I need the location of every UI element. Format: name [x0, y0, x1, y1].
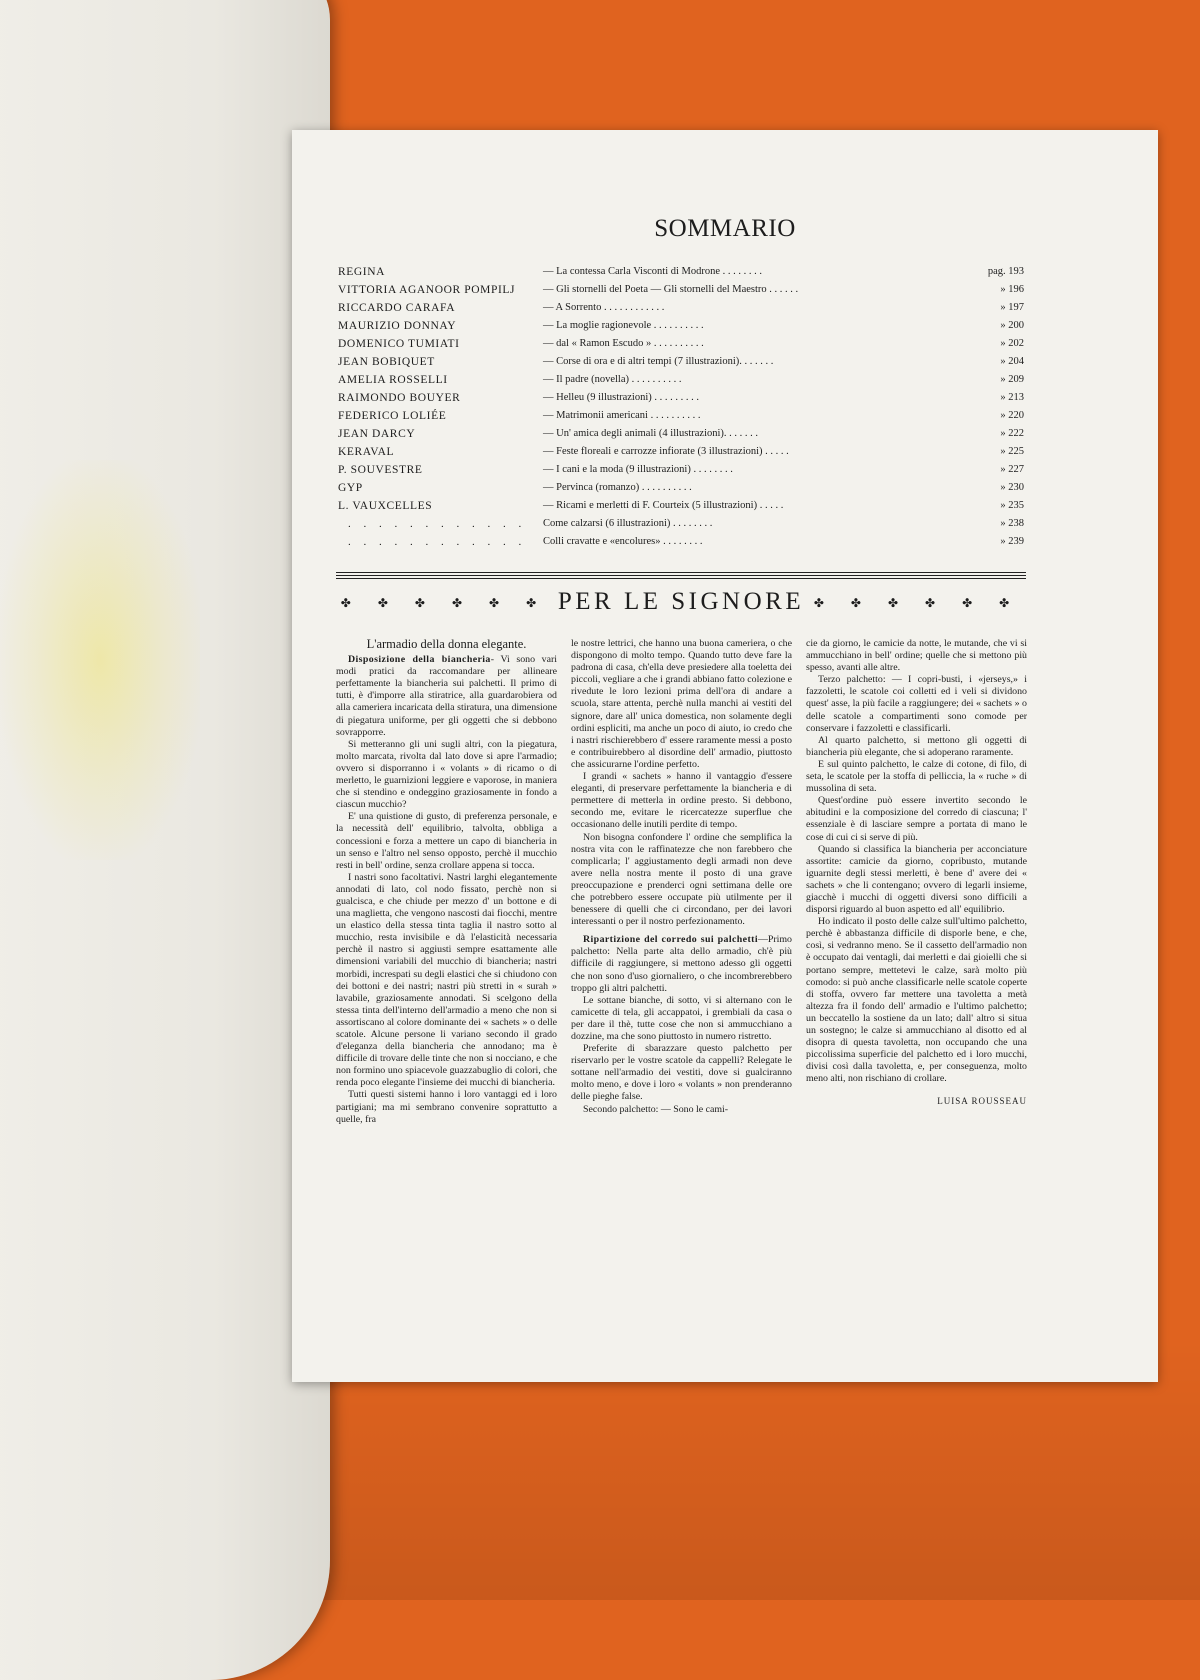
- toc-author: REGINA: [338, 266, 386, 278]
- paragraph: E' una quistione di gusto, di preferenza personale, e la necessità dell' equilibrio, talvolta, obbliga a concessioni e forza a mettere un capo di biancheria in un senso e l'altro nel senso opposto, perchè il mucchio resti in bell' ordine, senza crollare appena si tocca.: [336, 811, 557, 871]
- toc-page: pag. 193: [987, 266, 1024, 277]
- toc-entry: [338, 515, 1024, 533]
- section-header: [336, 588, 1026, 628]
- toc-entry: [338, 407, 1024, 425]
- toc-author: DOMENICO TUMIATI: [338, 338, 460, 350]
- toc-entry: [338, 533, 1024, 551]
- toc-author: . . . . . . . . . . . .: [348, 518, 527, 530]
- toc-title: — A Sorrento . . . . . . . . . . . .: [543, 302, 665, 313]
- ornament-left: ✤ ✤ ✤ ✤ ✤ ✤: [340, 595, 549, 610]
- paragraph: —Primo palchetto: Nella parte alta dello armadio, ch'è più difficile di raggiungere, si mettono adesso gli oggetti che non sono d'uso giornaliero, o che incombrerebbero troppo gli altri palchetti.: [571, 934, 792, 994]
- paragraph: Quest'ordine può essere invertito secondo le abitudini e la composizione del corredo di ciascuna; l' essenziale è di lasciare sempre a portata di mano le cose di cui ci si serve di più.: [806, 795, 1027, 843]
- column-1: [336, 638, 557, 1126]
- toc-entry: [338, 353, 1024, 371]
- toc-title: — Helleu (9 illustrazioni) . . . . . . . . .: [543, 392, 700, 403]
- toc-author: RICCARDO CARAFA: [338, 302, 456, 314]
- section-title: PER LE SIGNORE: [557, 588, 805, 615]
- toc-entry: [338, 317, 1024, 335]
- paragraph: Terzo palchetto: — I copri-busti, i «jerseys,» i fazzoletti, le scatole coi colletti ed i veli si dividono quest' asse, la più facile a raggiungere; dei « sachets » o delle scatole a compartimenti sono comode per conservare i fazzoletti e classificarli.: [806, 674, 1027, 734]
- toc-author: RAIMONDO BOUYER: [338, 392, 461, 404]
- ornament-right: ✤ ✤ ✤ ✤ ✤ ✤: [813, 595, 1022, 610]
- paragraph: - Vi sono vari modi pratici da raccomandare per allineare perfettamente la biancheria sui palchetti. Il primo di tutti, è d'imporre alla stiratrice, alla guardarobiera od alla cameriera incaricata della stiratura, una dimensione di piegatura uniforme, per gli oggetti che si debbono sovrapporre.: [336, 654, 557, 738]
- toc-entry: [338, 371, 1024, 389]
- toc-page: » 238: [1000, 518, 1024, 529]
- toc-page: » 227: [1000, 464, 1024, 475]
- toc-author: . . . . . . . . . . . .: [348, 536, 527, 548]
- paragraph: Tutti questi sistemi hanno i loro vantaggi ed i loro partigiani; ma mi sembrano convenire soprattutto a quelle, fra: [336, 1089, 557, 1125]
- toc-entry: [338, 389, 1024, 407]
- table-of-contents: [338, 263, 1024, 551]
- toc-title: — Feste floreali e carrozze infiorate (3 illustrazioni) . . . . .: [543, 446, 789, 457]
- double-rule: [336, 572, 1026, 581]
- toc-page: » 209: [1000, 374, 1024, 385]
- toc-author: KERAVAL: [338, 446, 395, 458]
- paragraph: le nostre lettrici, che hanno una buona cameriera, o che dispongono di molto tempo. Quando tutto deve fare la padrona di casa, ch'ella deve presiedere alla toeletta dei piccoli, vegliare a che i grandi abbiano fatto colezione e rivedute le loro lezioni prima dell'ora di andare a scuola, stare attenta, perchè nulla manchi ai vestiti del signore, dare all' unica domestica, non solamente degli ordini espliciti, ma anche un poco di aiuto, io credo che i nastri rischierebbero d' essere raramente messi a posto e contribuirebbero al disordine dell' armadio, piuttosto che assicurarne l'ordine perfetto.: [571, 638, 792, 770]
- toc-entry: [338, 479, 1024, 497]
- toc-title: Come calzarsi (6 illustrazioni) . . . . . . . .: [543, 518, 713, 529]
- subheading: Disposizione della biancheria: [348, 654, 491, 666]
- article-title: L'armadio della donna elegante.: [366, 637, 527, 651]
- toc-author: FEDERICO LOLIÉE: [338, 410, 447, 422]
- toc-entry: [338, 461, 1024, 479]
- toc-author: L. VAUXCELLES: [338, 500, 433, 512]
- paragraph: E sul quinto palchetto, le calze di cotone, di filo, di seta, le scatole per la stoffa di pelliccia, la « ruche » di mussolina di seta.: [806, 758, 1027, 795]
- paragraph: Si metteranno gli uni sugli altri, con la piegatura, molto marcata, rivolta dal lato dove si apre l'armadio; ovvero si disporranno i « volants » di ricamo o di merletto, le guarnizioni leggiere e vaporose, in maniera che si stendino e ondeggino graziosamente in fondo a ciascun mucchio?: [336, 738, 557, 811]
- column-3: [806, 638, 1027, 1108]
- toc-page: » 225: [1000, 446, 1024, 457]
- paragraph: Secondo palchetto: — Sono le cami-: [583, 1103, 729, 1115]
- toc-page: » 197: [1000, 302, 1024, 313]
- toc-page: » 213: [1000, 392, 1024, 403]
- toc-author: AMELIA ROSSELLI: [338, 374, 448, 386]
- toc-page: » 202: [1000, 338, 1024, 349]
- toc-entry: [338, 263, 1024, 281]
- toc-author: VITTORIA AGANOOR POMPILJ: [338, 284, 516, 296]
- toc-title: Colli cravatte e «encolures» . . . . . . . .: [543, 536, 703, 547]
- toc-title: — Corse di ora e di altri tempi (7 illustrazioni). . . . . . .: [543, 356, 774, 367]
- toc-title: — Ricami e merletti di F. Courteix (5 illustrazioni) . . . . .: [543, 500, 784, 511]
- paragraph: Al quarto palchetto, si mettono gli oggetti di biancheria più elegante, che si adoperano raramente.: [806, 734, 1027, 758]
- toc-author: GYP: [338, 482, 363, 494]
- toc-author: JEAN DARCY: [338, 428, 416, 440]
- signature: LUISA ROUSSEAU: [937, 1096, 1027, 1107]
- paragraph: Ho indicato il posto delle calze sull'ultimo palchetto, perchè è abbastanza difficile di disporle bene, e che, così, si vedranno meno. Se il cassetto dell'armadio non è occupato dai ventagli, dai merletti e dai gioielli che si portano sempre, mettetevi le calze, sarà molto più comodo: si può anche classificarle nelle scatole coperte di stoffa, ovvero far mettere una tavoletta a metà altezza fra il fondo dell' armadio e l'ultimo palchetto; un beccatello la sostiene da un lato; dall' altro si situa un sostegno; le calze si ammucchiano al disotto ed al disopra di questa tavoletta, non occupando che una piccolissima superficie del palchetto ed i loro mucchi, divisi così dalla tavoletta, e, per conseguenza, molto meno alti, non rischiano di crollare.: [806, 916, 1027, 1085]
- toc-title: — Un' amica degli animali (4 illustrazioni). . . . . . .: [543, 428, 759, 439]
- toc-title: — Il padre (novella) . . . . . . . . . .: [543, 374, 682, 385]
- paragraph: I nastri sono facoltativi. Nastri larghi elegantemente annodati di lato, col nodo fissato, perchè non si gualcisca, e che chiude per mezzo d' un bottone e di una maglietta, che vengono nascosti dai fiocchi, mentre un elastico della stessa tinta taglia il nastro sotto al mucchio, resta invisibile e dà l'elasticità necessaria perchè il nastro si aggiusti sempre esattamente alle dimensioni variabili del mucchio di biancheria; nastri morbidi, increspati su degli elastici che si chiudono con dei bottoni e dei nastri; nastri più stretti in « surah » lavabile, graziosamente annodati. Si scelgono della stessa tinta dell'interno dell'armadio a meno che non si assortiscano al colore dominante dei « sachets » o delle scatole. Alcune persone li variano secondo il grado d'eleganza della biancheria che annodano; ma è difficile di trovare delle tinte che non si nocciano, e che non formino uno spiacevole guazzabuglio di colori, che renda poco elegante l'insieme dei mucchi di biancheria.: [336, 871, 557, 1089]
- toc-page: » 204: [1000, 356, 1024, 367]
- toc-title: — Pervinca (romanzo) . . . . . . . . . .: [543, 482, 692, 493]
- paragraph: Preferite di sbarazzare questo palchetto per riservarlo per le vostre scatole da cappelli? Relegate le sottane nell'armadio dei vestiti, dove si gualciranno molto meno, e dove i loro « volants » non prenderanno delle pieghe false.: [571, 1043, 792, 1103]
- toc-entry: [338, 425, 1024, 443]
- toc-entry: [338, 281, 1024, 299]
- toc-title: — La moglie ragionevole . . . . . . . . . .: [543, 320, 704, 331]
- toc-author: JEAN BOBIQUET: [338, 356, 435, 368]
- sommario-title: SOMMARIO: [654, 215, 796, 242]
- toc-title: — dal « Ramon Escudo » . . . . . . . . . .: [543, 338, 704, 349]
- paragraph: I grandi « sachets » hanno il vantaggio d'essere eleganti, di preservare perfettamente la biancheria e di permettere di metterla in ordine presto. Si debbono, secondo me, evitare le ricercatezze superflue che occasionano delle inutili perdite di tempo.: [571, 771, 792, 831]
- magazine-page: [292, 130, 1158, 1382]
- subheading: Ripartizione del corredo sui palchetti: [583, 934, 758, 946]
- toc-page: » 230: [1000, 482, 1024, 493]
- toc-author: P. SOUVESTRE: [338, 464, 423, 476]
- paragraph: Le sottane bianche, di sotto, vi si alternano con le camicette di tela, gli accappatoi, i grembiali da casa o per dare il thè, tutte cose che non si ammucchiano a dozzine, ma che sono piuttosto in numero ristretto.: [571, 994, 792, 1042]
- toc-page: » 235: [1000, 500, 1024, 511]
- toc-entry: [338, 443, 1024, 461]
- column-2: [571, 638, 792, 1116]
- toc-author: MAURIZIO DONNAY: [338, 320, 457, 332]
- stain: [0, 460, 200, 860]
- left-page: [0, 0, 330, 1680]
- paragraph: Non bisogna confondere l' ordine che semplifica la nostra vita con le raffinatezze che non farebbero che complicarla; l' aggiustamento degli armadi non deve avere nella nostra mente il posto di una grave preoccupazione e prenderci ogni settimana delle ore che potrebbero essere occupate più utilmente per il benessere di quelli che ci circondano, per dei lavori interessanti o per il nostro perfezionamento.: [571, 831, 792, 928]
- toc-title: — Gli stornelli del Poeta — Gli stornelli del Maestro . . . . . .: [543, 284, 799, 295]
- paragraph: cie da giorno, le camicie da notte, le mutande, che vi si ammucchiano in bell' ordine; quelle che si mettono più spesso, avanti alle altre.: [806, 638, 1027, 674]
- toc-page: » 222: [1000, 428, 1024, 439]
- toc-entry: [338, 497, 1024, 515]
- toc-title: — La contessa Carla Visconti di Modrone . . . . . . . .: [543, 266, 763, 277]
- paragraph: Quando si classifica la biancheria per acconciature assortite: camicie da giorno, copribusto, mutande iguarnite degli stessi merletti, è bene d' avere dei « sachets » che li contengano; ovvero di legarli insieme, giacchè i mucchi di oggetti diversi sono difficili a disporsi riguardo al buon aspetto ed all' equilibrio.: [806, 843, 1027, 916]
- toc-page: » 200: [1000, 320, 1024, 331]
- toc-title: — Matrimonii americani . . . . . . . . . .: [543, 410, 701, 421]
- toc-entry: [338, 335, 1024, 353]
- toc-title: — I cani e la moda (9 illustrazioni) . . . . . . . .: [543, 464, 733, 475]
- toc-page: » 220: [1000, 410, 1024, 421]
- toc-page: » 239: [1000, 536, 1024, 547]
- toc-entry: [338, 299, 1024, 317]
- toc-page: » 196: [1000, 284, 1024, 295]
